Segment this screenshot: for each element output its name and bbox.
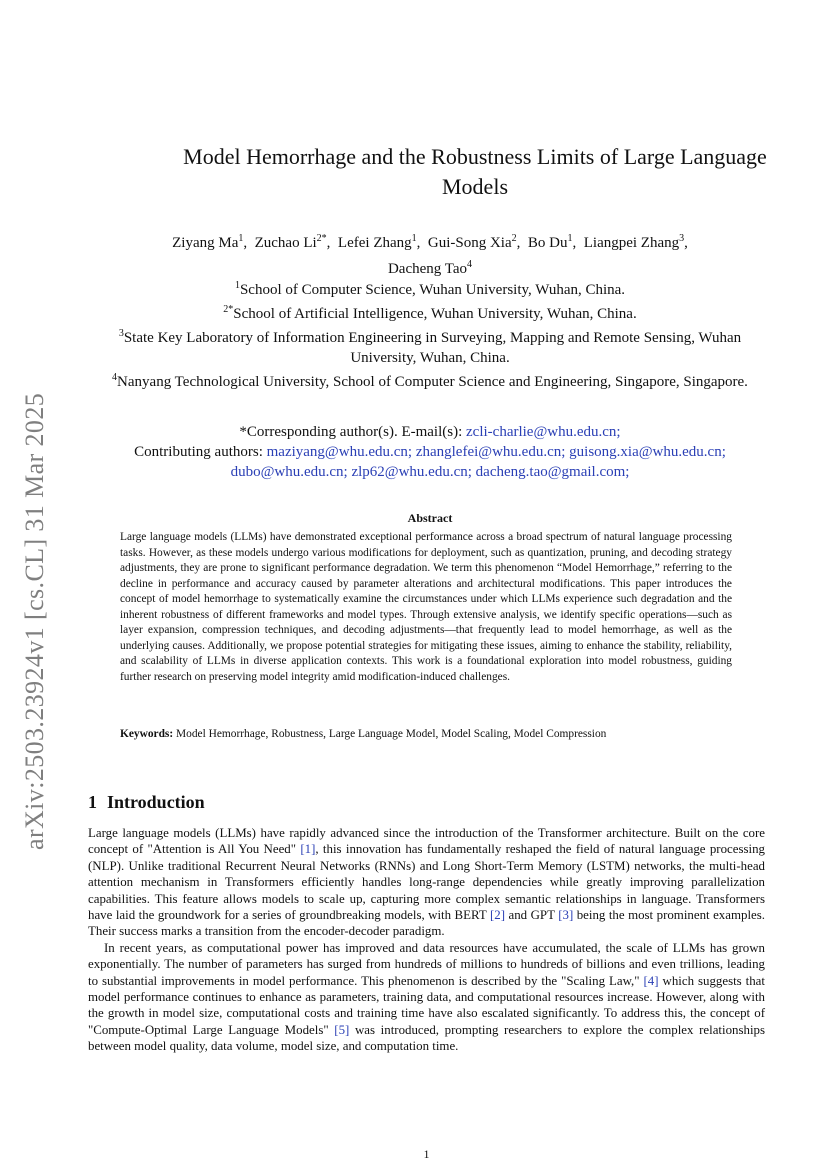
citation-link[interactable]: [3] (558, 908, 574, 923)
author: Ziyang Ma$^1$ (172, 233, 244, 251)
corresponding-email-link[interactable]: zcli-charlie@whu.edu.cn; (466, 424, 621, 440)
contributing-authors-line: Contributing authors: maziyang@whu.edu.cn; zhanglefei@whu.edu.cn; guisong.xia@whu.edu.cn; dubo@whu.edu.cn; zlp62@whu.edu.cn; dacheng.tao@gmail.com; (134, 444, 726, 480)
email-link[interactable]: zlp62@whu.edu.cn; (351, 464, 472, 480)
corresponding-author-line: *Corresponding author(s). E-mail(s): zcli-charlie@whu.edu.cn; (239, 424, 621, 440)
keywords (120, 727, 732, 742)
citation-link[interactable]: [5] (334, 1022, 350, 1037)
paragraph: In recent years, as computational power has improved and data resources have accumulated, the scale of LLMs has grown exponentially. The number of parameters has surged from hundreds of millions to hundreds of billions and even trillions, leading to substantial improvements in model performance. This phenomenon is described by the "Scaling Law," [4] which suggests that model performance continues to enhance as parameters, training data, and computational resources increase. However, along with the growth in model size, computational costs and training time have also escalated significantly. To address this, the concept of "Compute-Optimal Large Language Models" [5] was introduced, prompting researchers to explore the complex relationships between model quality, data volume, model size, and computation time. (88, 940, 765, 1054)
section-number: 1 (88, 792, 97, 812)
arxiv-id: arXiv:2503.23924v1 [cs.CL] 31 Mar 2025 (20, 392, 49, 850)
email-link[interactable]: dacheng.tao@gmail.com; (475, 464, 630, 480)
page-number: 1 (423, 1147, 430, 1161)
citation-link[interactable]: [4] (643, 973, 659, 988)
paper-title: Model Hemorrhage and the Robustness Limits of Large Language Models (183, 144, 767, 199)
citation-link[interactable]: [2] (489, 908, 506, 923)
keywords-label: Keywords: (120, 728, 174, 740)
affiliation-list (90, 276, 770, 392)
author: Dacheng Tao$^4$ (387, 259, 473, 277)
author: Bo Du$^1$ (527, 233, 573, 251)
email-link[interactable]: maziyang@whu.edu.cn; (266, 444, 413, 460)
paragraph: Large language models (LLMs) have rapidly advanced since the introduction of the Transformer architecture. Built on the core concept of "Attention is All You Need" [1], this innovation has fundamentally reshaped the field of natural language processing (NLP). Unlike traditional Recurrent Neural Networks (RNNs) and Long Short-Term Memory (LSTM) networks, the multi-head attention mechanism in Transformers efficiently handles long-range dependencies while greatly improving parallelization capabilities. This feature allows models to scale up, capturing more complex semantic relationships in language. Transformers have laid the groundwork for a series of groundbreaking models, with BERT [2] and GPT [3] being the most prominent examples. Their success marks a transition from the encoder-decoder paradigm. (88, 826, 765, 939)
author: Lefei Zhang$^1$ (337, 233, 417, 251)
citation-link[interactable]: [1] (300, 842, 316, 857)
email-link[interactable]: guisong.xia@whu.edu.cn; (569, 444, 726, 460)
email-link[interactable]: dubo@whu.edu.cn; (230, 464, 348, 480)
abstract-text: Large language models (LLMs) have demonstrated exceptional performance across a broad spectrum of natural language processing tasks. However, as these models undergo various modifications for deployment, such as quantization, pruning, and decoding strategy adjustments, they are prone to significant performance degradation. We term this phenomenon “Model Hemorrhage,” referring to the decline in performance and accuracy caused by parameter alterations and architectural modifications. This paper introduces the concept of model hemorrhage to systematically examine the circumstances under which LLMs experience such degradation and the inherent robustness of different frameworks and model types. Through extensive analysis, we identify specific operations—such as layer expansion, compression techniques, and decoding adjustments—that frequently lead to model hemorrhage, as well as the underlying causes. Additionally, we propose potential strategies for mitigating these issues, aiming to enhance the stability, reliability, and scalability of LLMs in diverse application contexts. This work is a foundational exploration into model robustness, guiding further research on preserving model integrity amid modification-induced challenges. (120, 531, 732, 683)
abstract-heading: Abstract (407, 511, 453, 525)
section-title: Introduction (107, 792, 205, 812)
introduction-body (88, 825, 765, 1055)
keywords-text: Model Hemorrhage, Robustness, Large Language Model, Model Scaling, Model Compression (176, 728, 607, 740)
author: Zuchao $Li^{2*}$ (254, 233, 327, 251)
contact-emails (90, 422, 770, 482)
affiliation: $^4$Nanyang Technological University, School of Computer Science and Engineering, Singapore, Singapore. (112, 372, 748, 390)
affiliation: $^{2*}$School of Artificial Intelligence, Wuhan University, Wuhan, China. (223, 304, 637, 322)
email-link[interactable]: zhanglefei@whu.edu.cn; (415, 444, 566, 460)
author: Gui-Song Xia$^2$ (427, 233, 517, 251)
affiliation: $^3$State Key Laboratory of Information Engineering in Surveying, Mapping and Remote Sensing, Wuhan University, Wuhan, China. (118, 328, 742, 366)
section-heading (88, 792, 205, 813)
affiliation: $^1$School of Computer Science, Wuhan University, Wuhan, China. (234, 280, 626, 298)
author-list: Ziyang Ma$^1$, Zuchao $Li^{2*}$, Lefei Zhang$^1$, Gui-Song Xia$^2$, Bo Du$^1$, Liangpei Zhang$^3$, Dacheng Tao$^4$ (172, 233, 688, 277)
author: Liangpei Zhang$^3$ (583, 233, 685, 251)
